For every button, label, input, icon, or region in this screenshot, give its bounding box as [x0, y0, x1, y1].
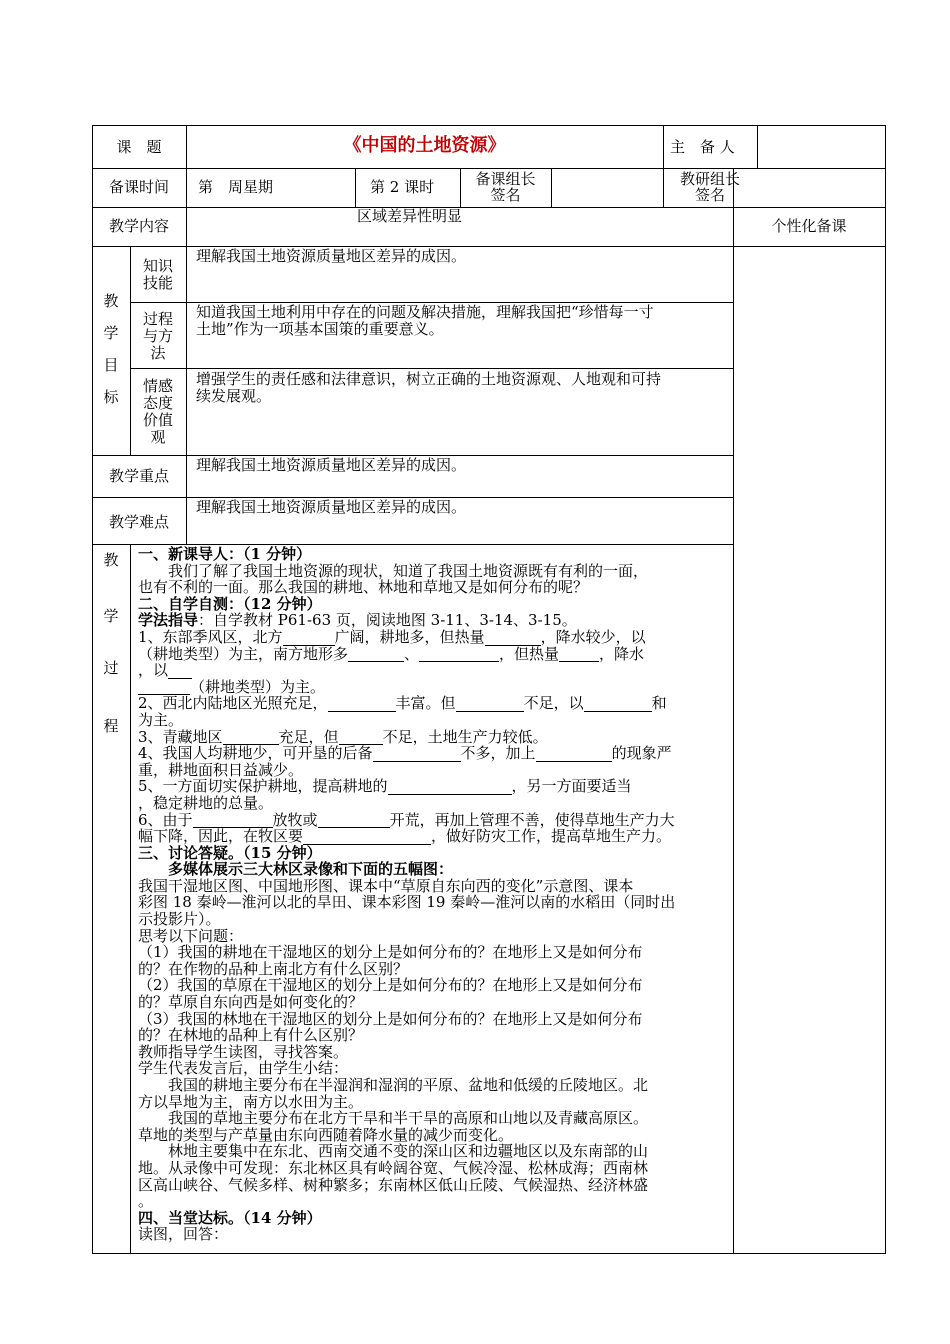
fill-blank[interactable]	[193, 813, 273, 828]
fill-blank[interactable]	[328, 697, 396, 712]
fill-blank[interactable]	[348, 647, 404, 662]
table-border	[757, 125, 758, 168]
fill-blank[interactable]	[485, 631, 541, 646]
fill-blank[interactable]	[456, 697, 524, 712]
s3-line: 我国的草地主要分布在北方干旱和半干旱的高原和山地以及青藏高原区。	[168, 1109, 649, 1128]
table-border	[130, 368, 733, 369]
table-border	[551, 168, 552, 207]
section-3-title: 三、讨论答疑。（15 分钟）	[138, 843, 322, 862]
knowledge-text: 理解我国土地资源质量地区差异的成因。	[196, 247, 467, 265]
knowledge-label: 知识 技能	[142, 257, 173, 292]
study-guide: 学法指导：自学教材 P61-63 页，阅读地图 3-11、3-14、3-15。	[138, 611, 577, 630]
difficulty-text: 理解我国土地资源质量地区差异的成因。	[196, 498, 467, 516]
topic-title: 《中国的土地资源》	[343, 135, 506, 156]
fill-blank[interactable]	[388, 780, 512, 795]
key-point-label: 教学重点	[108, 467, 169, 485]
table-border	[130, 544, 131, 1254]
s3-line: 教师指导学生读图，寻找答案。	[138, 1042, 349, 1061]
s3-line: 学生代表发言后，由学生小结：	[138, 1059, 349, 1078]
key-point-text: 理解我国土地资源质量地区差异的成因。	[196, 456, 467, 474]
s3-line: 我国干湿地区图、中国地形图、课本中“草原自东向西的变化”示意图、课本	[138, 876, 634, 895]
s3-line: （3）我国的林地在干湿地区的划分上是如何分布的？在地形上又是如何分布	[138, 1009, 643, 1028]
question-1-line-2: （耕地类型）为主，南方地形多 、 ，但热量 ，降水	[138, 644, 645, 663]
table-border	[885, 125, 886, 1254]
table-border	[355, 168, 356, 207]
fill-blank[interactable]	[318, 813, 390, 828]
question-5-line-1: 5、一方面切实保护耕地，提高耕地的 ，另一方面要适当	[138, 777, 632, 796]
s3-line: 的？在林地的品种上有什么区别？	[138, 1026, 364, 1045]
s3-line: 地。从录像中可发现：东北林区具有岭阔谷宽、气候冷湿、松林成海；西南林	[138, 1158, 649, 1177]
s3-line: 。	[138, 1192, 154, 1211]
s3-line: 示投影片）。	[138, 910, 221, 929]
lesson-text: 第 2 课时	[370, 178, 435, 196]
process-goal-line-2: 土地”作为一项基本国策的重要意义。	[196, 320, 444, 338]
fill-blank[interactable]	[536, 747, 612, 762]
question-2-line-2: 为主。	[138, 710, 184, 729]
table-border	[92, 125, 93, 1254]
emotion-line-1: 增强学生的责任感和法律意识，树立正确的土地资源观、人地观和可持	[196, 370, 662, 388]
emotion-label: 情感 态度 价值 观	[142, 377, 173, 446]
question-1-line-1: 1、东部季风区，北方 广阔，耕地多，但热量 ，降水较少，以	[138, 627, 646, 646]
personal-prep-label: 个性化备课	[771, 217, 847, 235]
process-body	[138, 546, 728, 1243]
section-1-title: 一、新课导人：（1 分钟）	[138, 545, 312, 563]
s3-line: （2）我国的草原在干湿地区的划分上是如何分布的？在地形上又是如何分布	[138, 976, 643, 995]
s3-line: （1）我国的耕地在干湿地区的划分上是如何分布的？在地形上又是如何分布	[138, 943, 643, 962]
s3-line: 草地的类型与产草量由东向西随着降水量的减少而变化。	[138, 1125, 514, 1144]
s3-line: 的？草原自东向西是如何变化的？	[138, 993, 364, 1012]
fill-blank[interactable]	[339, 730, 383, 745]
preparer-label: 主 备 人	[670, 138, 735, 156]
process-goal-label: 过程 与方 法	[142, 310, 173, 362]
research-leader-label: 教研组长 签名	[679, 170, 740, 204]
s3-media: 多媒体展示三大林区录像和下面的五幅图：	[168, 860, 454, 879]
s1-line-1: 我们了解了我国土地资源的现状，知道了我国土地资源既有有利的一面，	[168, 561, 649, 580]
table-border	[186, 246, 187, 456]
table-border	[733, 168, 734, 1254]
s3-line: 林地主要集中在东北、西南交通不变的深山区和边疆地区以及东南部的山	[168, 1142, 649, 1161]
group-leader-label: 备课组长 签名	[475, 170, 536, 204]
question-5-line-2: ，稳定耕地的总量。	[138, 793, 274, 812]
question-2-line-1: 2、西北内陆地区光照充足， 丰富。但 不足，以 和	[138, 694, 667, 713]
s3-line: 区高山峡谷、气候多样、树种繁多；东南林区低山丘陵、气候湿热、经济林盛	[138, 1175, 649, 1194]
table-border	[92, 1253, 886, 1254]
question-3: 3、青藏地区 充足，但 不足，土地生产力较低。	[138, 727, 548, 746]
table-border	[92, 168, 886, 169]
goals-label: 教 学 目 标	[103, 292, 119, 406]
difficulty-label: 教学难点	[108, 513, 169, 531]
emotion-line-2: 续发展观。	[196, 387, 272, 405]
content-text: 区域差异性明显	[357, 207, 463, 225]
process-label: 教 学 过 程	[103, 551, 119, 735]
s3-line: 彩图 18 秦岭—淮河以北的旱田、课本彩图 19 秦岭—淮河以南的水稻田（同时出	[138, 893, 676, 912]
fill-blank[interactable]	[373, 747, 461, 762]
question-1-line-4: （耕地类型）为主。	[138, 679, 728, 696]
fill-blank[interactable]	[138, 680, 190, 695]
s3-line: 思考以下问题：	[138, 926, 244, 945]
table-border	[92, 125, 886, 126]
fill-blank[interactable]	[584, 697, 652, 712]
week-text: 第 周星期	[198, 178, 274, 196]
section-4-title: 四、当堂达标。（14 分钟）	[138, 1208, 322, 1227]
question-6-line-2: 幅下降，因此，在牧区要 ，做好防灾工作，提高草地生产力。	[138, 827, 672, 846]
fill-blank[interactable]	[303, 830, 431, 845]
question-4-line-1: 4、我国人均耕地少，可开垦的后备 不多，加上 的现象严	[138, 744, 672, 763]
question-1-line-3: ，以	[138, 662, 728, 679]
table-border	[92, 207, 886, 208]
s3-line: 方以旱地为主，南方以水田为主。	[138, 1092, 364, 1111]
s3-line: 我国的耕地主要分布在半湿润和湿润的平原、盆地和低缓的丘陵地区。北	[168, 1076, 649, 1094]
fill-blank[interactable]	[419, 647, 499, 662]
process-goal-line-1: 知道我国土地利用中存在的问题及解决措施，理解我国把“珍惜每一寸	[196, 303, 654, 321]
topic-label: 课 题	[116, 138, 162, 156]
fill-blank[interactable]	[223, 730, 279, 745]
s1-line-2: 也有不利的一面。那么我国的耕地、林地和草地又是如何分布的呢？	[138, 578, 589, 597]
prep-time-label: 备课时间	[108, 178, 169, 196]
question-4-line-2: 重，耕地面积日益减少。	[138, 760, 304, 779]
s4-line: 读图，回答：	[138, 1225, 229, 1244]
fill-blank[interactable]	[283, 631, 335, 646]
fill-blank[interactable]	[559, 647, 599, 662]
s3-line: 的？在作物的品种上南北方有什么区别？	[138, 959, 409, 978]
section-2-title: 二、自学自测：（12 分钟）	[138, 594, 322, 613]
question-6-line-1: 6、由于 放牧或 开荒，再加上管理不善，使得草地生产力大	[138, 810, 675, 829]
content-label: 教学内容	[108, 217, 169, 235]
fill-blank[interactable]	[168, 664, 192, 679]
table-border	[186, 455, 187, 545]
